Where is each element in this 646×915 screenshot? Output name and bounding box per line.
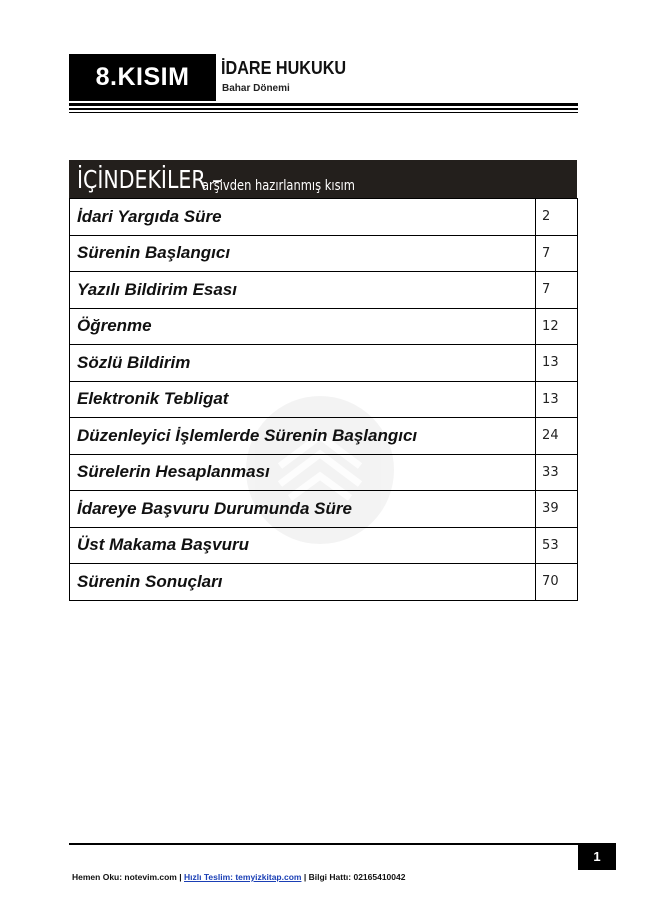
section-number-box: [69, 54, 216, 101]
page-number-box: [578, 843, 616, 870]
footer-rule: [69, 843, 578, 845]
toc-row[interactable]: [70, 454, 578, 491]
toc-row[interactable]: [70, 345, 578, 382]
toc-entry-title[interactable]: Düzenleyici İşlemlerde Sürenin Başlangıcı: [70, 418, 536, 455]
toc-entry-page: 13: [536, 345, 578, 382]
toc-row[interactable]: [70, 272, 578, 309]
footer-separator: |: [303, 872, 307, 882]
toc-entry-title[interactable]: Sürenin Başlangıcı: [70, 235, 536, 272]
toc-entry-page: 70: [536, 564, 578, 601]
toc-heading: İÇİNDEKİLER –: [77, 165, 223, 194]
toc-entry-page: 39: [536, 491, 578, 528]
toc-row[interactable]: [70, 564, 578, 601]
toc-entry-title[interactable]: Üst Makama Başvuru: [70, 527, 536, 564]
toc-row[interactable]: [70, 381, 578, 418]
toc-table: [69, 198, 578, 601]
toc-entry-title[interactable]: İdareye Başvuru Durumunda Süre: [70, 491, 536, 528]
toc-row[interactable]: [70, 235, 578, 272]
toc-row[interactable]: [70, 308, 578, 345]
footer-separator: |: [179, 872, 182, 882]
footer-read-label[interactable]: Hemen Oku: notevim.com: [72, 872, 177, 882]
toc-entry-title[interactable]: Sürenin Sonuçları: [70, 564, 536, 601]
footer-phone-label: Bilgi Hattı: 02165410042: [308, 872, 406, 882]
toc-entry-title[interactable]: Öğrenme: [70, 308, 536, 345]
toc-row[interactable]: [70, 491, 578, 528]
toc-entry-page: 13: [536, 381, 578, 418]
toc-entry-page: 7: [536, 235, 578, 272]
section-number: 8.KISIM: [95, 63, 190, 91]
toc-row[interactable]: [70, 418, 578, 455]
header-subtitle: Bahar Dönemi: [222, 83, 290, 94]
toc-entry-page: 24: [536, 418, 578, 455]
toc-entry-page: 33: [536, 454, 578, 491]
header-rule-thin: [69, 108, 578, 110]
footer-delivery-link[interactable]: Hızlı Teslim: temyizkitap.com: [184, 872, 302, 882]
footer-text: [72, 872, 405, 882]
toc-entry-page: 53: [536, 527, 578, 564]
header-title: İDARE HUKUKU: [221, 58, 347, 78]
toc-row[interactable]: [70, 527, 578, 564]
toc-entry-page: 12: [536, 308, 578, 345]
toc-entry-title[interactable]: Sözlü Bildirim: [70, 345, 536, 382]
toc-entry-page: 7: [536, 272, 578, 309]
toc-entry-title[interactable]: İdari Yargıda Süre: [70, 199, 536, 236]
toc-heading-sub: arşivden hazırlanmış kısım: [202, 178, 356, 194]
header-rule-bottom: [69, 112, 578, 113]
toc-entry-title[interactable]: Yazılı Bildirim Esası: [70, 272, 536, 309]
toc-heading-bar: [69, 160, 577, 198]
toc-entry-title[interactable]: Sürelerin Hesaplanması: [70, 454, 536, 491]
page-number: 1: [593, 849, 601, 864]
toc-row[interactable]: [70, 199, 578, 236]
header-rule-thick: [69, 103, 578, 106]
toc-entry-page: 2: [536, 199, 578, 236]
toc-entry-title[interactable]: Elektronik Tebligat: [70, 381, 536, 418]
